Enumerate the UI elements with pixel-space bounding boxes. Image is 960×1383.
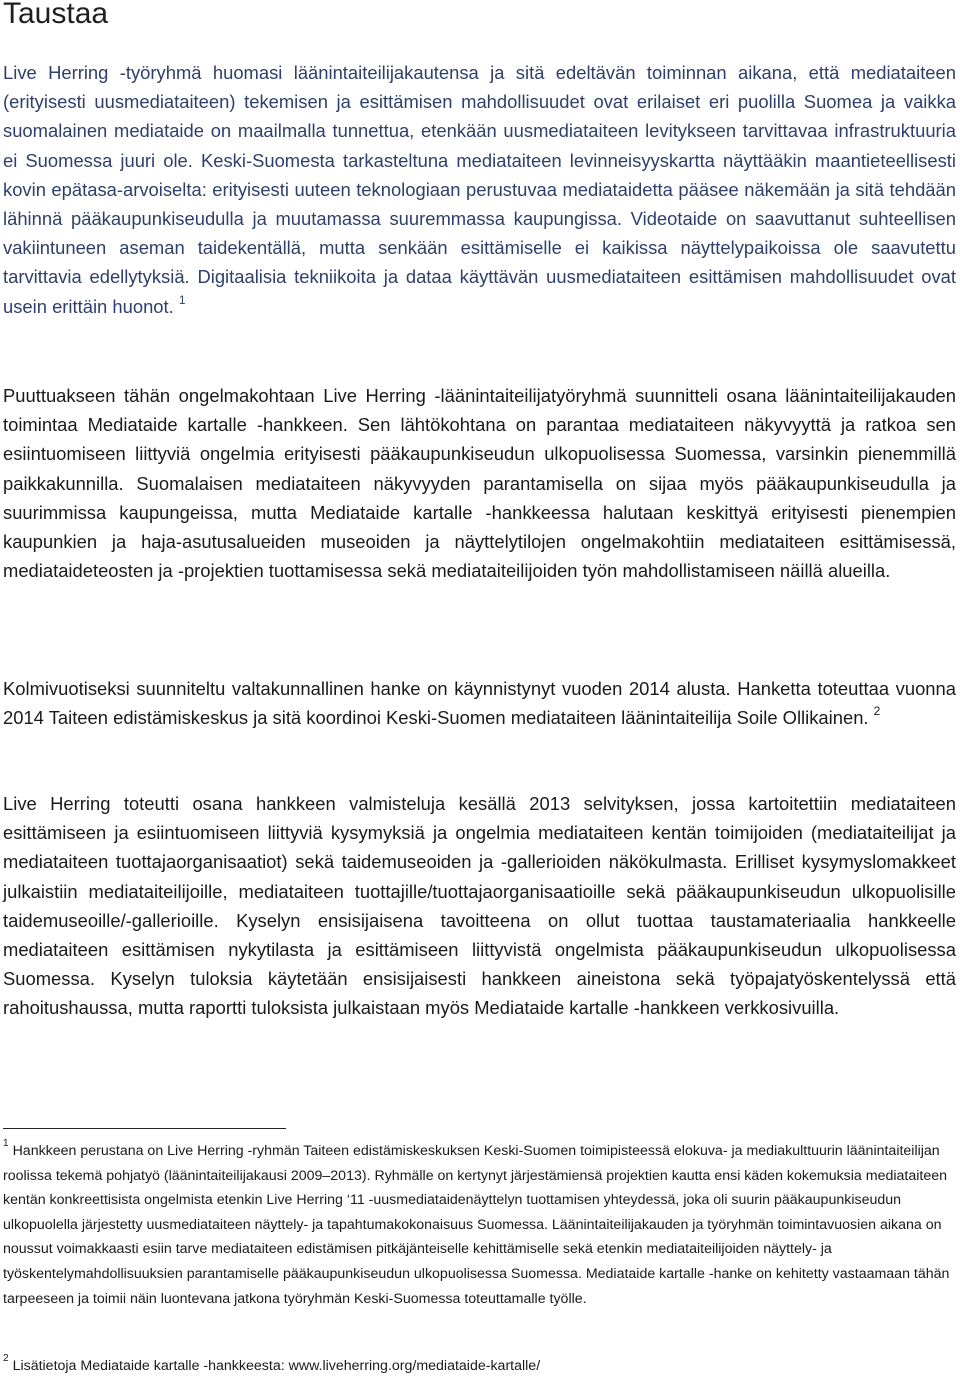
footnote-text: Hankkeen perustana on Live Herring -ryhmän Taiteen edistämiskeskuksen Keski-Suomen toimipisteessä elokuva- ja mediakulttuurin läänintaiteilijan roolissa tekemä pohjatyö (läänintaiteilijakausi 2009–2013). Ryhmälle on kertynyt järjestämiensä projektien kautta ensi käden kokemuksia mediataiteen kentän konkreettisista ongelmista etenkin Live Herring ‘11 -uusmediataidenäyttelyn tuottamisen yhteydessä, joka oli suurin pääkaupunkiseudun ulkopuolella järjestetty uusmediataiteen näyttely- ja tapahtumakokonaisuus Suomessa. Läänintaiteilijakauden ja työryhmän toimintavuosien aikana on noussut voimakkaasti esiin tarve mediataiteen edistämisen pitkäjänteiselle kehittämiselle sekä etenkin mediataiteilijoiden näyttely- ja työskentelymahdollisuuksien parantamiselle pääkaupunkiseudun ulkopuolisessa Suomessa. Mediataide kartalle -hanke on kehitetty vastaamaan tähän tarpeeseen ja toimii näin luontevana jatkona työryhmän Keski-Suomessa toteuttamalle työlle. — [3, 1143, 950, 1307]
footnote-1 — [3, 1139, 956, 1311]
footnote-2 — [3, 1354, 956, 1379]
paragraph-text: Puuttuakseen tähän ongelmakohtaan Live Herring -läänintaiteilijatyöryhmä suunnitteli osana läänintaiteilijakauden toimintaa Mediataide kartalle -hankkeen. Sen lähtökohtana on parantaa mediataiteen näkyvyyttä ja ratkoa sen esiintuomiseen liittyviä ongelmia erityisesti pääkaupunkiseudun ulkopuolisessa Suomessa, varsinkin pienemmillä paikkakunnilla. Suomalaisen mediataiteen näkyvyyden parantamisella on sijaa myös pääkaupunkiseudulla ja suurimmissa kaupungeissa, mutta Mediataide kartalle -hankkeessa halutaan keskittyä erityisesti pienempien kaupunkien ja haja-asutusalueiden museoiden ja näyttelytilojen ongelmakohtiin mediataiteen esittämisessä, mediataideteosten ja -projektien tuottamisessa sekä mediataiteilijoiden työn mahdollistamiseen näillä alueilla. — [3, 385, 956, 582]
footnote-number: 2 — [3, 1353, 9, 1365]
paragraph-text: Live Herring toteutti osana hankkeen valmisteluja kesällä 2013 selvityksen, jossa kartoitettiin mediataiteen esittämiseen ja esiintuomiseen liittyviä kysymyksiä ja ongelmia mediataiteen kentän toimijoiden (mediataiteilijat ja mediataiteen tuottajaorganisaatiot) sekä taidemuseoiden ja -gallerioiden näkökulmasta. Erilliset kysymyslomakkeet julkaistiin mediataiteilijoille, mediataiteen tuottajille/tuottajaorganisaatioille sekä pääkaupunkiseudun ulkopuolisille taidemuseoille/-gallerioille. Kyselyn ensisijaisena tavoitteena on ollut tuottaa taustamateriaalia hankkeelle mediataiteen esittämisen nykytilasta ja esittämiseen liittyvistä ongelmista pääkaupunkiseudun ulkopuolisessa Suomessa. Kyselyn tuloksia käytetään ensisijaisesti hankkeen aineistona sekä työpajatyöskentelyssä että rahoitushaussa, mutta raportti tuloksista julkaistaan myös Mediataide kartalle -hankkeen verkkosivuilla. — [3, 793, 956, 1019]
footnote-text[interactable]: Lisätietoja Mediataide kartalle -hankkeesta: www.liveherring.org/mediataide-kartalle/ — [12, 1358, 541, 1374]
footnote-number: 1 — [3, 1138, 9, 1150]
paragraph-project — [3, 674, 956, 732]
paragraph-problem — [3, 381, 956, 585]
footnote-ref-1[interactable]: 1 — [178, 292, 186, 307]
page-title: Taustaa — [3, 0, 109, 30]
paragraph-text: Live Herring -työryhmä huomasi läänintaiteilijakautensa ja sitä edeltävän toiminnan aikana, että mediataiteen (erityisesti uusmediataiteen) tekemisen ja esittämisen mahdollisuudet ovat erilaiset eri puolilla Suomea ja vaikka suomalainen mediataide on maailmalla tunnettua, etenkään uusmediataiteen levitykseen tarvittavaa infrastruktuuria ei Suomessa juuri ole. Keski-Suomesta tarkasteltuna mediataiteen levinneisyyskartta näyttääkin maantieteellisesti kovin epätasa-arvoiselta: erityisesti uuteen teknologiaan perustuvaa mediataidetta pääsee näkemään ja sitä tehdään lähinnä pääkaupunkiseudulla ja muutamassa suuremmassa kaupungissa. Videotaide on saavuttanut suhteellisen vakiintuneen aseman taidekentällä, mutta senkään esittämiselle ei kaikissa näyttelypaikoissa ole saavutettu tarvittavia edellytyksiä. Digitaalisia tekniikoita ja dataa käyttävän uusmediataiteen esittämisen mahdollisuudet ovat usein erittäin huonot. — [3, 62, 956, 317]
paragraph-survey — [3, 789, 956, 1023]
paragraph-intro — [3, 58, 956, 321]
paragraph-text: Kolmivuotiseksi suunniteltu valtakunnallinen hanke on käynnistynyt vuoden 2014 alusta. Hanketta toteuttaa vuonna 2014 Taiteen edistämiskeskus ja sitä koordinoi Keski-Suomen mediataiteen läänintaiteilija Soile Ollikainen. — [3, 678, 956, 729]
footnote-separator — [3, 1128, 286, 1129]
footnote-ref-2[interactable]: 2 — [873, 704, 881, 719]
